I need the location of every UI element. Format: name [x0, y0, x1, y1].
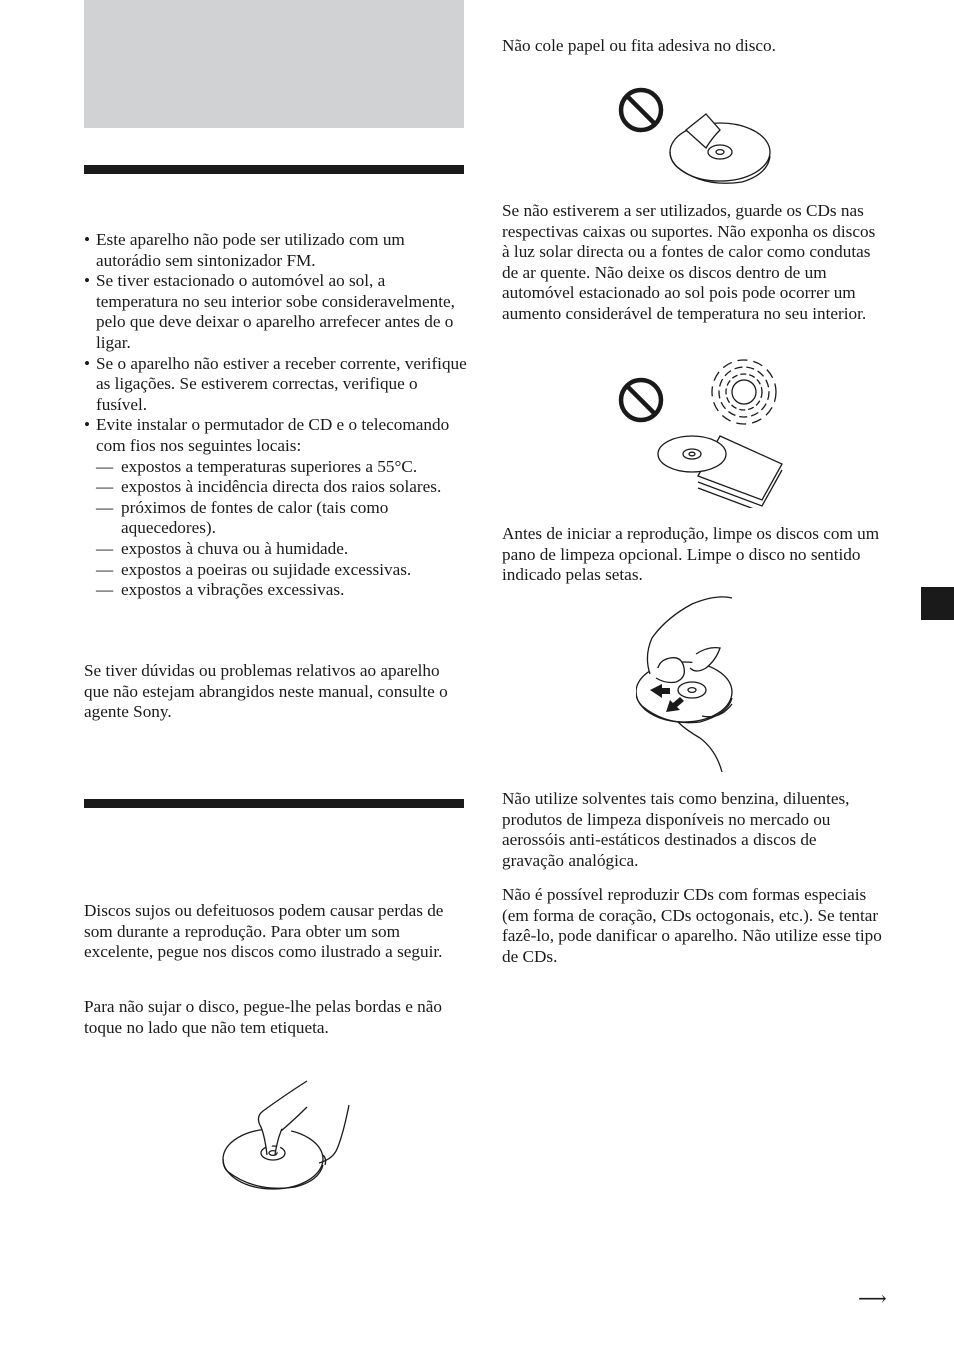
disc-cleaning-illustration	[636, 594, 756, 774]
notes-list	[84, 230, 468, 601]
cleaning-paragraph: Antes de iniciar a reprodução, limpe os discos com um pano de limpeza opcional. Limpe o disco no sentido indicado pelas setas.	[502, 524, 880, 585]
storage-paragraph: Se não estiverem a ser utilizados, guarde os CDs nas respectivas caixas ou suportes. Não exponha os discos à luz solar directa ou a fontes de calor como condutas de ar quente. Não deixe os discos dentro de um automóvel estacionado ao sol pois pode ocorrer um aumento considerável de temperatura no seu interior.	[502, 201, 876, 323]
language-tab-marker	[921, 587, 954, 620]
note-item: • Este aparelho não pode ser utilizado com um autorádio sem sintonizador FM.	[84, 230, 405, 270]
prohibition-icon	[621, 380, 661, 420]
disc-with-tape-illustration	[612, 84, 778, 192]
contact-note: Se tiver dúvidas ou problemas relativos ao aparelho que não estejam abrangidos neste manual, consulte o agente Sony.	[84, 661, 448, 722]
location-item: — expostos a vibrações excessivas.	[96, 580, 345, 600]
disc-intro-paragraph: Discos sujos ou defeituosos podem causar perdas de som durante a reprodução. Para obter um som excelente, pegue nos discos como ilustrado a seguir.	[84, 901, 444, 962]
section-header-box	[84, 0, 464, 128]
continue-arrow-icon: ⟶	[858, 1288, 887, 1310]
note-item: • Se tiver estacionado o automóvel ao sol, a temperatura no seu interior sobe consideravelmente, pelo que deve deixar o aparelho arrefecer antes de o ligar.	[84, 271, 455, 352]
location-item: — expostos a poeiras ou sujidade excessivas.	[96, 559, 412, 579]
location-item: — expostos a temperaturas superiores a 55°C.	[96, 456, 418, 476]
location-item: — expostos à chuva ou à humidade.	[96, 538, 349, 558]
section-rule-discs	[84, 799, 464, 808]
disc-in-sun-illustration	[612, 358, 792, 508]
sun-icon	[712, 360, 776, 424]
no-tape-paragraph: Não cole papel ou fita adesiva no disco.	[502, 36, 776, 55]
locations-list	[96, 457, 468, 601]
note-item: • Se o aparelho não estiver a receber corrente, verifique as ligações. Se estiverem correctas, verifique o fusível.	[84, 353, 467, 414]
location-item: — expostos à incidência directa dos raios solares.	[96, 477, 442, 497]
note-item: • Evite instalar o permutador de CD e o telecomando com fios nos seguintes locais: — expostos a temperaturas superiores a 55°C. — expostos à incidência directa dos raios solares. — próximos de fontes de calor (tais como aquecedores). — expostos à chuva ou à humidade. — expostos a poeiras ou sujidade excessivas. — expostos a vibrações excessivas.	[84, 415, 468, 600]
disc-handling-paragraph: Para não sujar o disco, pegue-lhe pelas bordas e não toque no lado que não tem etiqueta.	[84, 997, 442, 1037]
section-rule-notes	[84, 165, 464, 174]
location-item: — próximos de fontes de calor (tais como aquecedores).	[96, 497, 389, 538]
solvents-paragraph: Não utilize solventes tais como benzina, diluentes, produtos de limpeza disponíveis no mercado ou aerossóis anti-estáticos destinados a discos de gravação analógica.	[502, 789, 850, 870]
disc-holding-illustration	[215, 1075, 365, 1200]
prohibition-icon	[621, 90, 661, 130]
shapes-paragraph: Não é possível reproduzir CDs com formas especiais (em forma de coração, CDs octogonais, etc.). Se tentar fazê-lo, pode danificar o aparelho. Não utilize esse tipo de CDs.	[502, 885, 882, 966]
